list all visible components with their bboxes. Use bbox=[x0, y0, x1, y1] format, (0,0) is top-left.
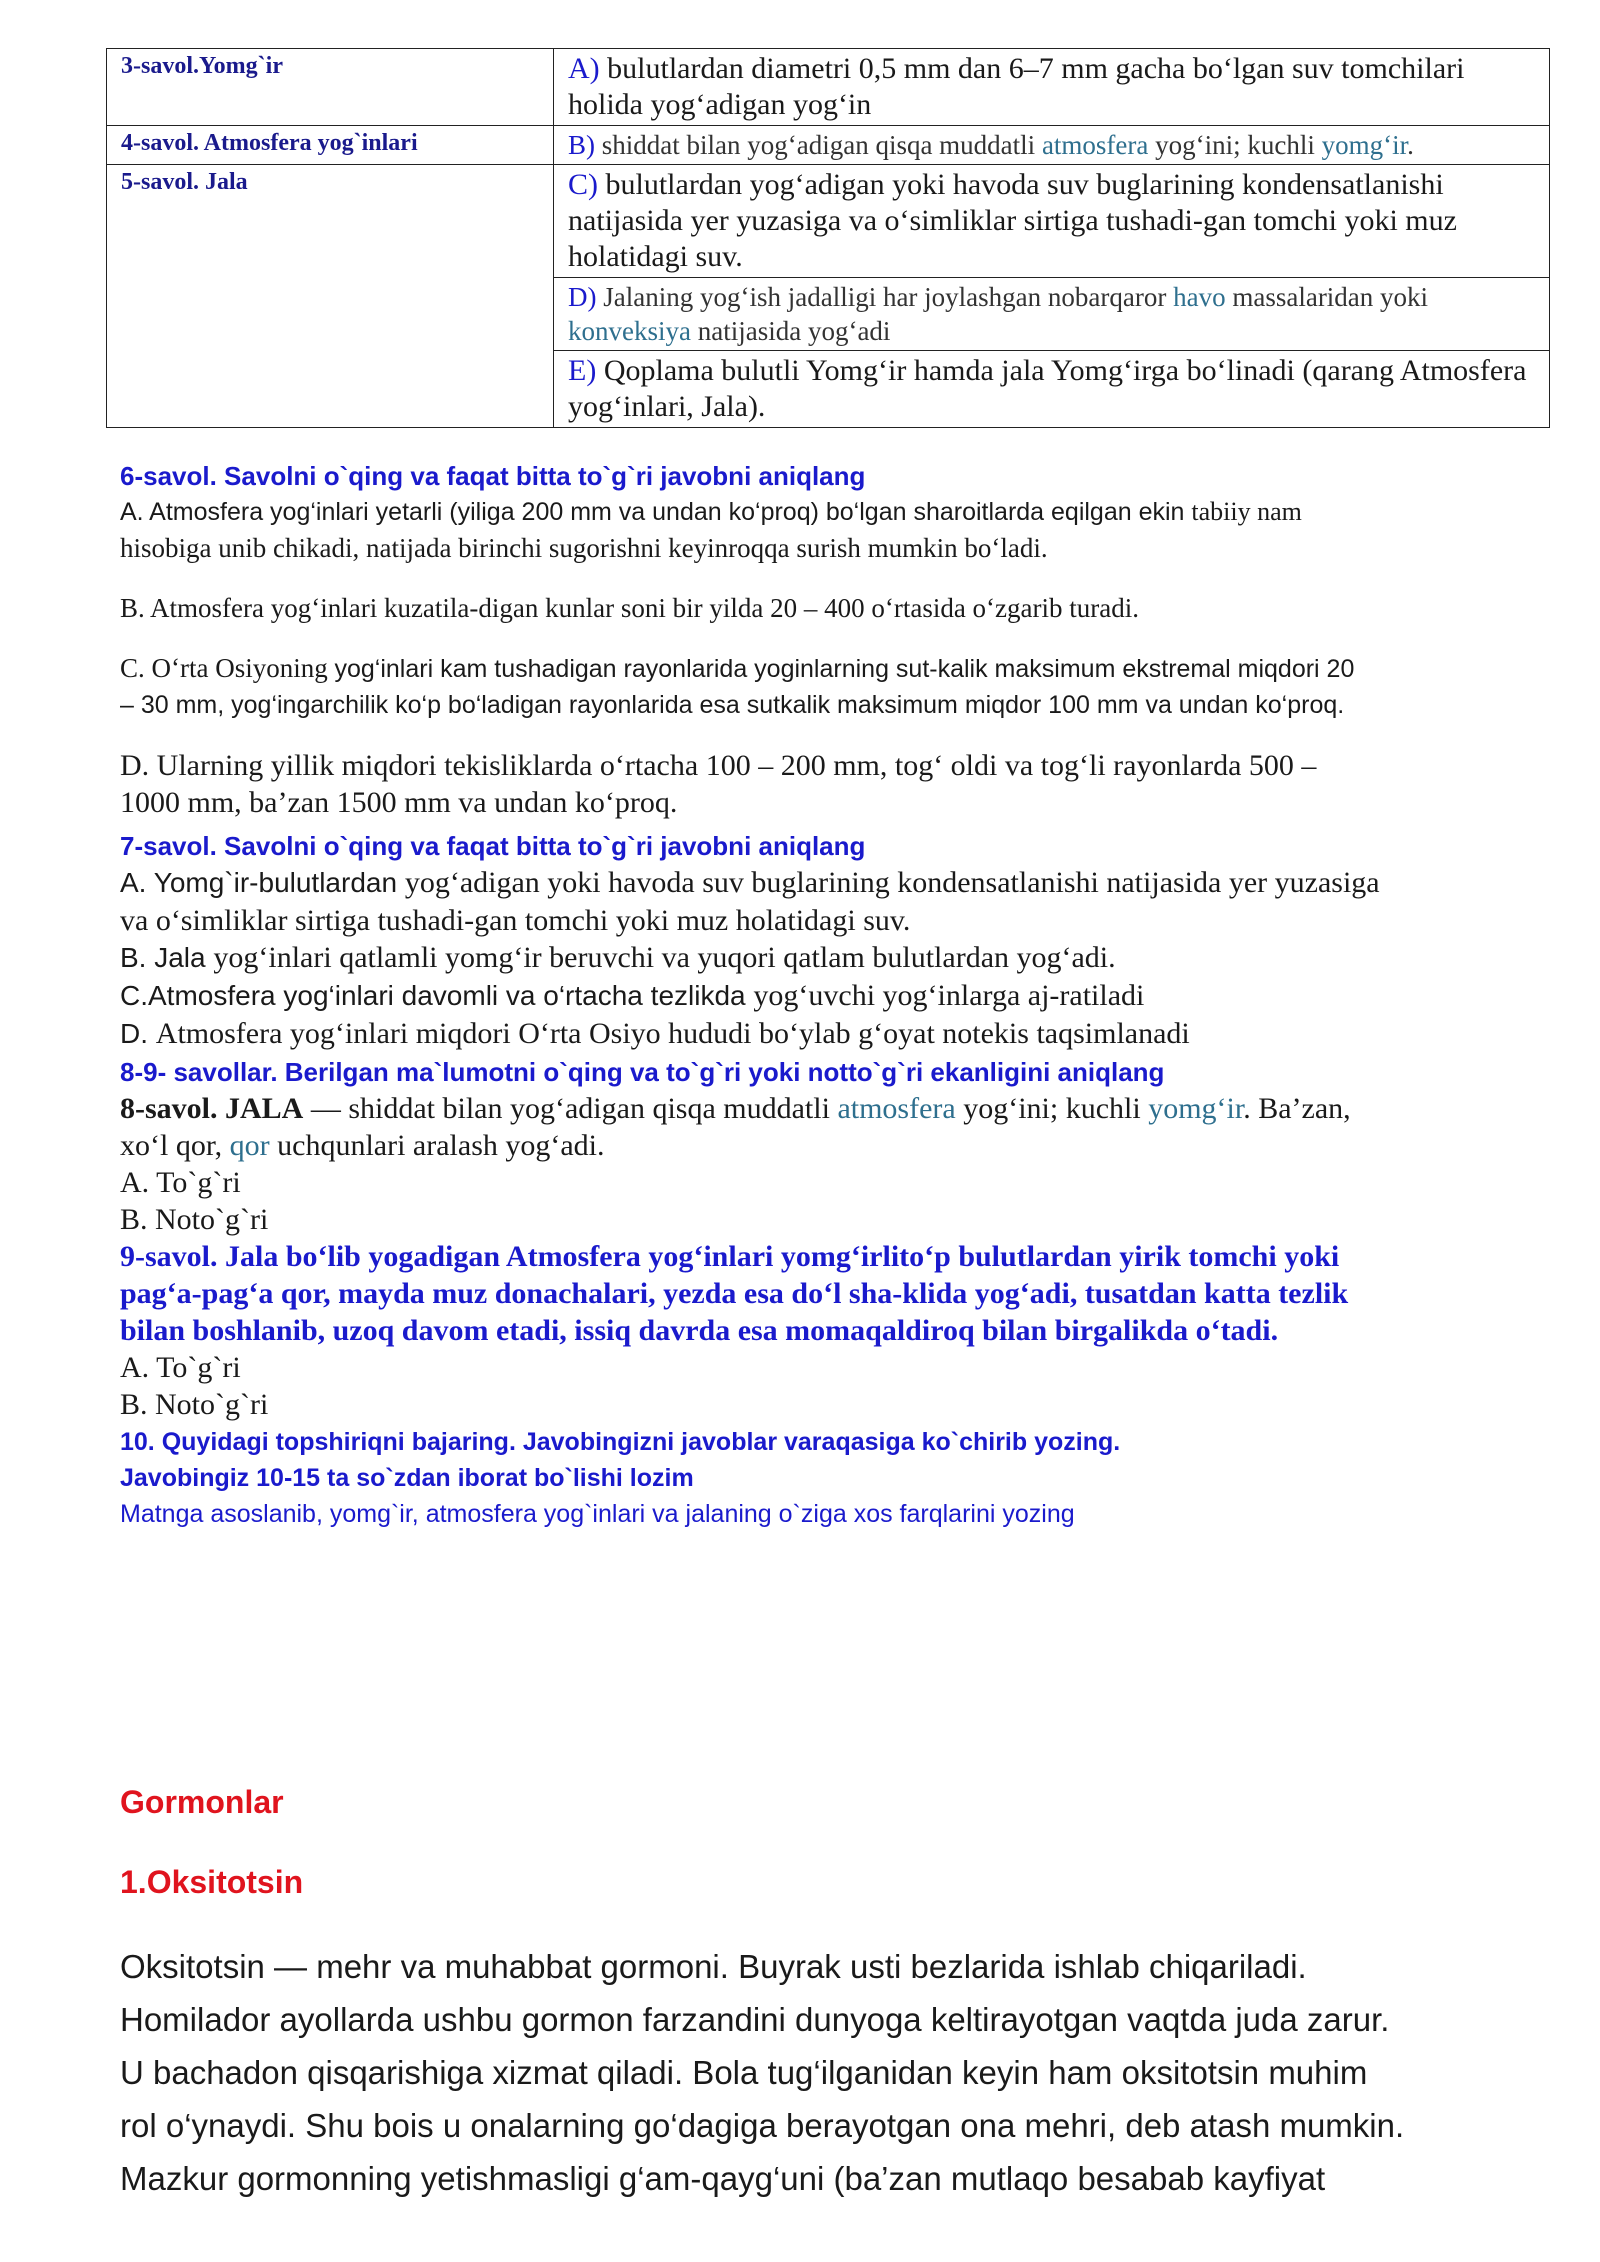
question-8 bbox=[120, 1090, 1540, 1127]
wiki-link[interactable]: havo bbox=[1173, 282, 1226, 312]
question-9: 9-savol. Jala bo‘lib yogadigan Atmosfera yog‘inlari yomg‘irlito‘p bulutlardan yirik tomchi yoki bbox=[120, 1240, 1340, 1273]
wiki-link[interactable]: atmosfera bbox=[1041, 130, 1149, 160]
option-a-cont: hisobiga unib chikadi, natijada birinchi sugorishni keyinroqqa surish mumkin bo‘ladi. bbox=[120, 533, 1048, 563]
section-heading: Gormonlar bbox=[120, 1784, 284, 1820]
table-cell-answer bbox=[554, 165, 1550, 278]
wiki-link[interactable]: yomg‘ir bbox=[1321, 130, 1408, 160]
question-9-cont: bilan boshlanib, uzoq davom etadi, issiq davrda esa momaqaldiroq bilan birgalikda o‘tadi. bbox=[120, 1314, 1279, 1347]
option-c-cont: – 30 mm, yog‘ingarchilik ko‘p bo‘ladigan rayonlarida esa sutkalik maksimum miqdor 100 mm va undan ko‘proq. bbox=[120, 691, 1345, 719]
section-body bbox=[120, 1940, 1540, 2205]
option-text: yog‘inlari kam tushadigan rayonlarida yoginlarning sut-kalik maksimum ekstremal miqdori 20 bbox=[334, 655, 1355, 683]
option-text: A. Yomg`ir-bulutlardan bbox=[120, 867, 405, 898]
table-row bbox=[107, 165, 1550, 278]
question-6 bbox=[120, 458, 1540, 821]
answer-text: massalaridan yoki bbox=[1225, 282, 1429, 312]
task-prompt: Matnga asoslanib, yomg`ir, atmosfera yog`inlari va jalaning o`ziga xos farqlarini yozing bbox=[120, 1500, 1075, 1528]
wiki-link[interactable]: atmosfera bbox=[837, 1092, 956, 1125]
option-c bbox=[120, 650, 1540, 687]
table-row bbox=[107, 49, 1550, 126]
option-text: yog‘uvchi yog‘inlarga aj-ratiladi bbox=[753, 979, 1145, 1012]
option-a bbox=[120, 864, 1540, 902]
option-true: A. To`g`ri bbox=[120, 1166, 241, 1199]
question-7 bbox=[120, 828, 1540, 1053]
table-cell-question bbox=[107, 126, 554, 165]
question-heading: 7-savol. Savolni o`qing va faqat bitta to`g`ri javobni aniqlang bbox=[120, 831, 866, 861]
option-b: B. Atmosfera yog‘inlari kuzatila-digan kunlar soni bir yilda 20 – 400 o‘rtasida o‘zgarib turadi. bbox=[120, 593, 1139, 623]
option-text: yog‘inlari qatlamli yomg‘ir beruvchi va yuqori qatlam bulutlardan yog‘adi. bbox=[213, 941, 1116, 974]
answer-letter: E) bbox=[568, 354, 597, 387]
subsection-heading: 1.Oksitotsin bbox=[120, 1864, 304, 1900]
option-text: yog‘adigan yoki havoda suv buglarining kondensatlanishi natijasida yer yuzasiga bbox=[404, 866, 1380, 899]
paragraph-line: rol o‘ynaydi. Shu bois u onalarning go‘dagiga berayotgan ona mehri, deb atash mumkin. bbox=[120, 2107, 1405, 2144]
task-heading: 10. Quyidagi topshiriqni bajaring. Javobingizni javoblar varaqasiga ko`chirib yozing. bbox=[120, 1428, 1121, 1456]
table-cell-answer bbox=[554, 49, 1550, 126]
question-text: yog‘ini; kuchli bbox=[955, 1092, 1149, 1125]
wiki-link[interactable]: yomg‘ir bbox=[1148, 1092, 1244, 1125]
answer-letter: A) bbox=[568, 52, 600, 85]
section-subtitle bbox=[120, 1864, 1540, 1901]
table-row bbox=[107, 126, 1550, 165]
option-false: B. Noto`g`ri bbox=[120, 1203, 269, 1236]
answer-text: bulutlardan yog‘adigan yoki havoda suv buglarining kondensatlanishi natijasida yer yuzasiga va o‘simliklar sirtiga tushadi-gan tomchi yoki muz holatidagi suv. bbox=[568, 168, 1457, 273]
question-heading: 8-9- savollar. Berilgan ma`lumotni o`qing va to`g`ri yoki notto`g`ri ekanligini aniqlang bbox=[120, 1057, 1165, 1087]
paragraph-line: Mazkur gormonning yetishmasligi g‘am-qayg‘uni (ba’zan mutlaqo besabab kayfiyat bbox=[120, 2160, 1326, 2197]
table-cell-answer bbox=[554, 278, 1550, 351]
table-cell-answer bbox=[554, 351, 1550, 428]
answer-letter: D) bbox=[568, 282, 597, 312]
option-true: A. To`g`ri bbox=[120, 1351, 241, 1384]
question-label: 3-savol.Yomg`ir bbox=[121, 53, 283, 79]
option-text: B. Jala bbox=[120, 942, 214, 973]
answer-text: bulutlardan diametri 0,5 mm dan 6–7 mm gacha bo‘lgan suv tomchilari holida yog‘adigan yog‘in bbox=[568, 52, 1465, 121]
option-b bbox=[120, 939, 1540, 977]
question-label: 4-savol. Atmosfera yog`inlari bbox=[121, 130, 418, 156]
option-c bbox=[120, 977, 1540, 1015]
section-title bbox=[120, 1784, 1540, 1821]
option-text: C.Atmosfera yog‘inlari davomli va o‘rtacha tezlikda bbox=[120, 980, 754, 1011]
answer-text: shiddat bilan yog‘adigan qisqa muddatli bbox=[601, 130, 1042, 160]
matching-table bbox=[106, 48, 1550, 428]
question-heading: 6-savol. Savolni o`qing va faqat bitta to`g`ri javobni aniqlang bbox=[120, 461, 866, 491]
task-requirement: Javobingiz 10-15 ta so`zdan iborat bo`lishi lozim bbox=[120, 1464, 694, 1492]
answer-letter: C) bbox=[568, 168, 598, 201]
option-d-cont: 1000 mm, ba’zan 1500 mm va undan ko‘proq. bbox=[120, 786, 678, 819]
question-label: 8-savol. JALA bbox=[120, 1092, 304, 1125]
answer-letter: B) bbox=[568, 130, 595, 160]
table-cell-answer bbox=[554, 126, 1550, 165]
question-10 bbox=[120, 1424, 1540, 1532]
question-text: xo‘l qor, bbox=[120, 1129, 230, 1162]
option-text: A. Atmosfera yog‘inlari yetarli (yiliga 200 mm va undan ko‘proq) bo‘lgan sharoitlarda eqilgan ekin bbox=[120, 498, 1192, 526]
option-d bbox=[120, 1015, 1540, 1053]
option-a bbox=[120, 494, 1540, 530]
question-text: . Ba’zan, bbox=[1243, 1092, 1351, 1125]
question-9-cont: pag‘a-pag‘a qor, mayda muz donachalari, yezda esa do‘l sha-klida yog‘adi, tusatdan katta tezlik bbox=[120, 1277, 1349, 1310]
option-text: C. O‘rta Osiyoning bbox=[120, 653, 335, 683]
paragraph-line: Homilador ayollarda ushbu gormon farzandini dunyoga keltirayotgan vaqtda juda zarur. bbox=[120, 2001, 1390, 2038]
question-label: 5-savol. Jala bbox=[121, 169, 248, 195]
paragraph-line: U bachadon qisqarishiga xizmat qiladi. Bola tug‘ilganidan keyin ham oksitotsin muhim bbox=[120, 2054, 1368, 2091]
table-cell-question bbox=[107, 165, 554, 428]
answer-text: Jalaning yog‘ish jadalligi har joylashgan nobarqaror bbox=[603, 282, 1174, 312]
answer-text: . bbox=[1407, 130, 1414, 160]
question-text: uchqunlari aralash yog‘adi. bbox=[269, 1129, 605, 1162]
answer-text: yog‘ini; kuchli bbox=[1148, 130, 1322, 160]
option-false: B. Noto`g`ri bbox=[120, 1388, 269, 1421]
option-a-cont: va o‘simliklar sirtiga tushadi-gan tomchi yoki muz holatidagi suv. bbox=[120, 904, 911, 937]
option-d: D. Ularning yillik miqdori tekisliklarda o‘rtacha 100 – 200 mm, tog‘ oldi va tog‘li rayonlarda 500 – bbox=[120, 749, 1317, 782]
paragraph-line: Oksitotsin — mehr va muhabbat gormoni. Buyrak usti bezlarida ishlab chiqariladi. bbox=[120, 1948, 1307, 1985]
answer-text: natijasida yog‘adi bbox=[690, 316, 891, 346]
wiki-link[interactable]: qor bbox=[229, 1129, 270, 1162]
question-8-9 bbox=[120, 1054, 1540, 1423]
option-text: tabiiy nam bbox=[1191, 497, 1302, 526]
option-text: D. bbox=[120, 1018, 156, 1049]
option-text: Atmosfera yog‘inlari miqdori O‘rta Osiyo hududi bo‘ylab g‘oyat notekis taqsimlanadi bbox=[155, 1017, 1190, 1050]
answer-text: Qoplama bulutli Yomg‘ir hamda jala Yomg‘irga bo‘linadi (qarang Atmosfera yog‘inlari, Jala). bbox=[568, 354, 1527, 423]
question-text: — shiddat bilan yog‘adigan qisqa muddatli bbox=[303, 1092, 838, 1125]
wiki-link[interactable]: konveksiya bbox=[568, 316, 691, 346]
table-cell-question bbox=[107, 49, 554, 126]
question-8-cont bbox=[120, 1127, 1540, 1164]
